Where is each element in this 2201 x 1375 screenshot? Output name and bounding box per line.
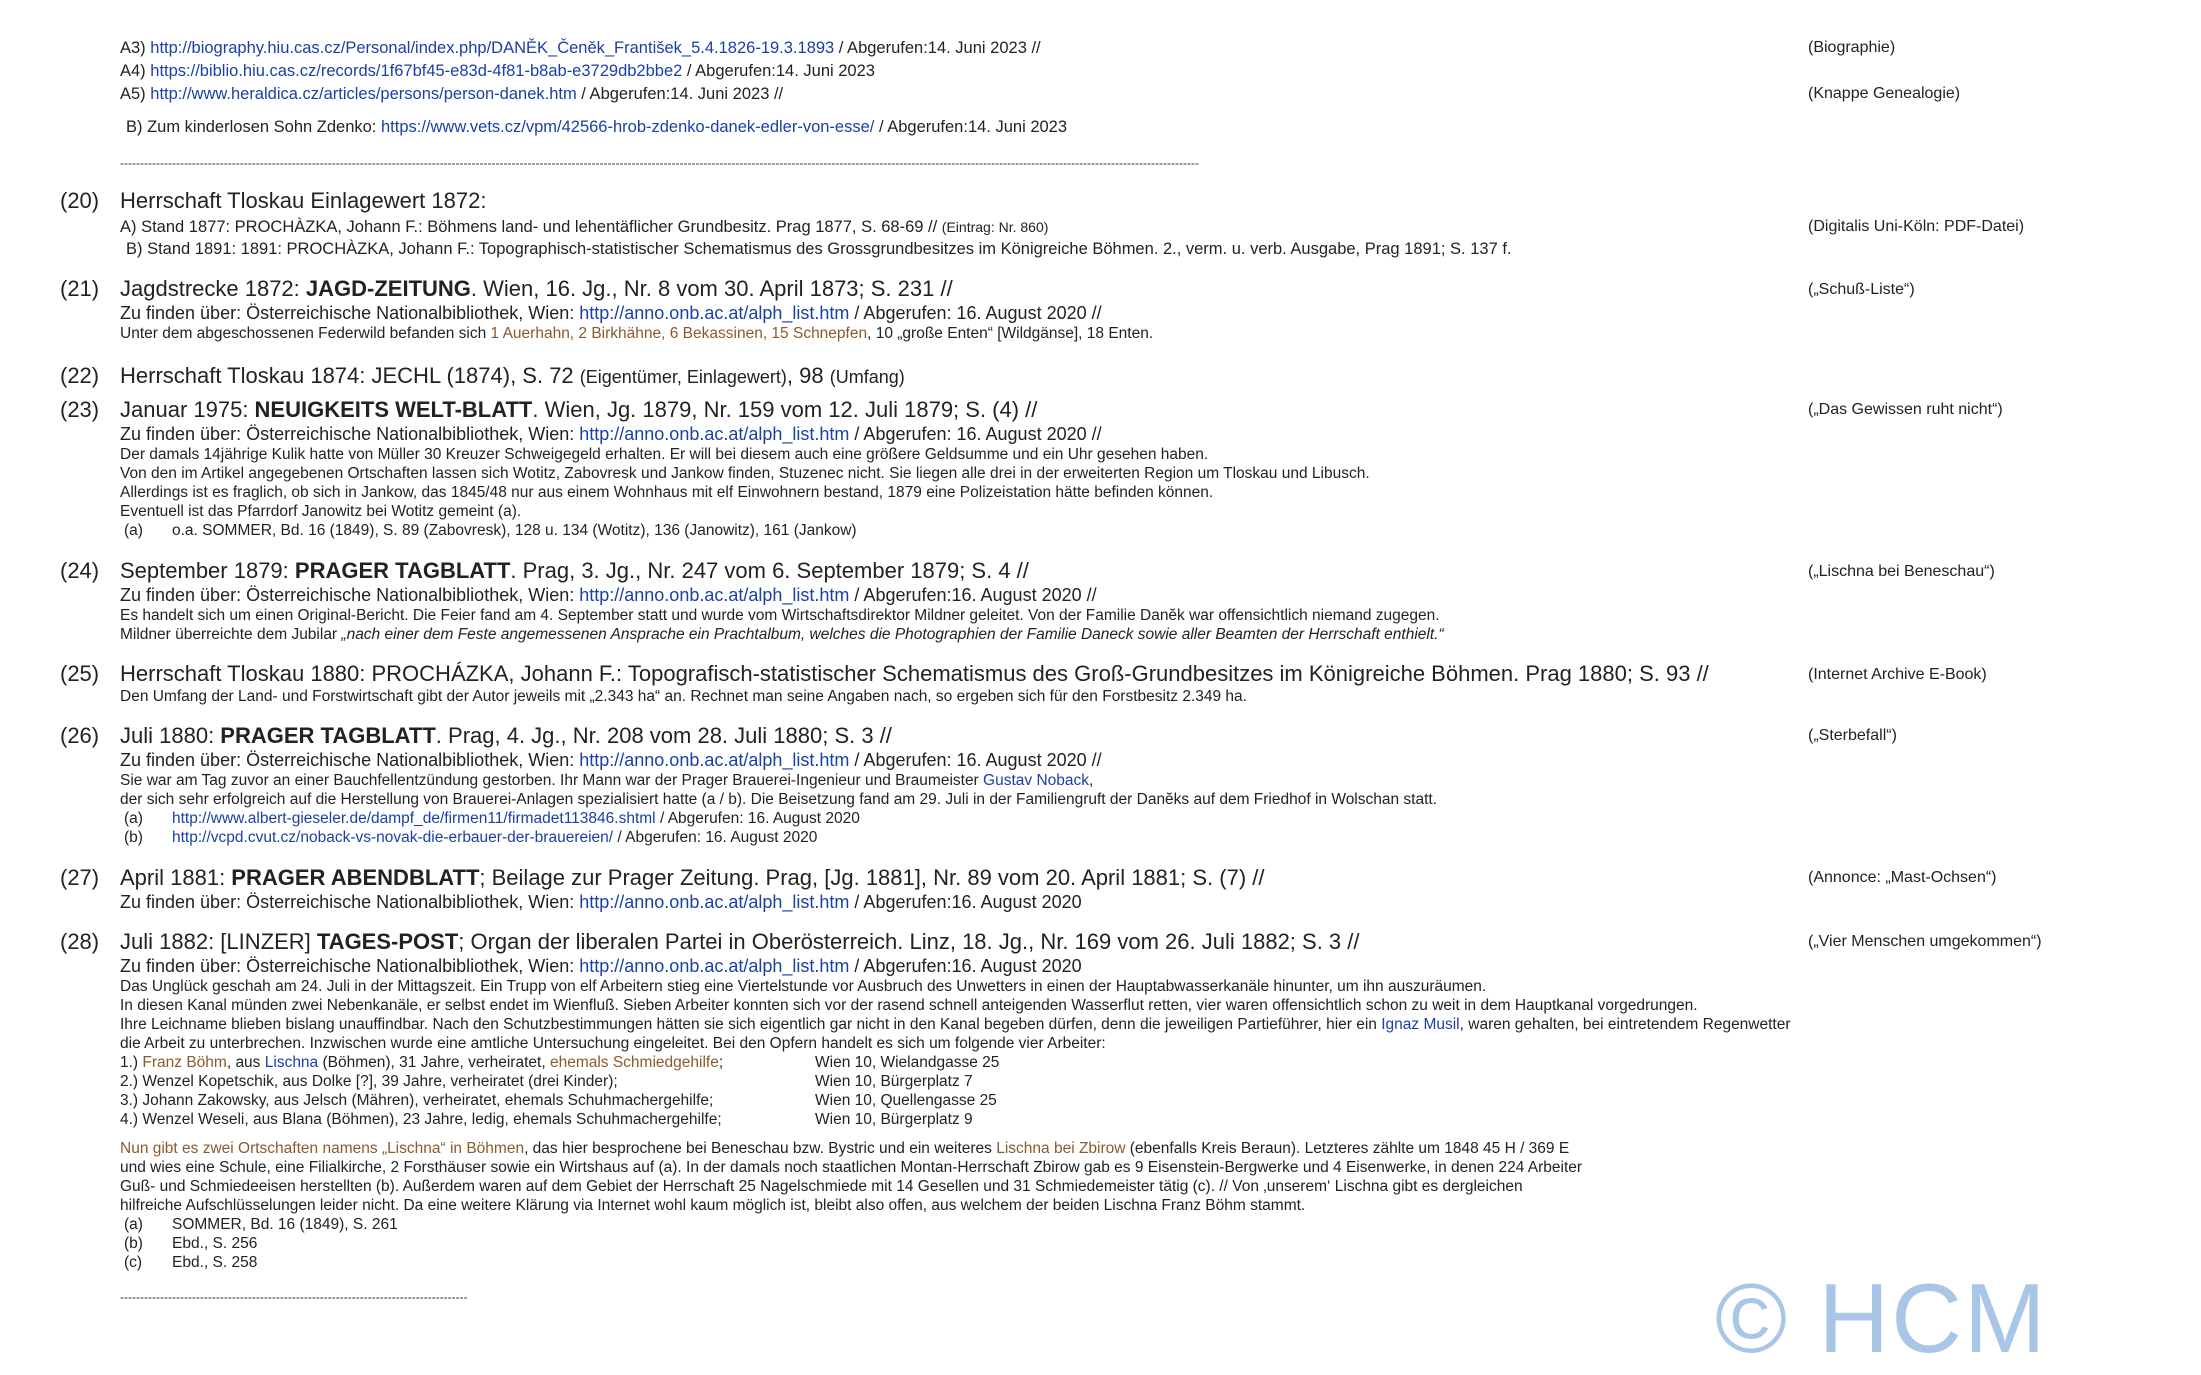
entry-28-fn-a: SOMMER, Bd. 16 (1849), S. 261 xyxy=(172,1216,398,1233)
ref-a3: A3) http://biography.hiu.cas.cz/Personal/index.php/DANĚK_Čeněk_František_5.4.1826-19.3.1893 / Abgerufen:14. Juni 2023 // xyxy=(120,39,1041,57)
entry-28-title: Juli 1882: [LINZER] TAGES-POST; Organ der liberalen Partei in Oberösterreich. Linz, 18. Jg., Nr. 169 vom 26. Juli 1882; S. 3 // xyxy=(120,929,1360,954)
entry-26-number: (26) xyxy=(60,723,100,748)
entry-24-title: September 1879: PRAGER TAGBLATT. Prag, 3. Jg., Nr. 247 vom 6. September 1879; S. 4 // xyxy=(120,558,1029,583)
entry-24-note: („Lischna bei Beneschau“) xyxy=(1808,563,1995,580)
entry-26-line: der sich sehr erfolgreich auf die Herstellung von Brauerei-Anlagen spezialisiert hatte (a / b). Die Beisetzung fand am 29. Juli in der Familiengruft der Danĕks auf dem Friedhof in Wolschan statt. xyxy=(120,791,1438,808)
ref-a5-link[interactable]: http://www.heraldica.cz/articles/persons/person-danek.htm xyxy=(150,85,577,103)
entry-25-number: (25) xyxy=(60,661,100,686)
entry-23-line: Allerdings ist es fraglich, ob sich in Jankow, das 1845/48 nur aus einem Wohnhaus mit elf Einwohnern bestand, 1879 eine Polizeistation hätte befinden können. xyxy=(120,484,1214,501)
entry-21-link[interactable]: http://anno.onb.ac.at/alph_list.htm xyxy=(579,303,850,323)
entry-25-title: Herrschaft Tloskau 1880: PROCHÁZKA, Johann F.: Topografisch-statistischer Schematismus des Groß-Grundbesitzes im Königreiche Böhmen. Prag 1880; S. 93 // xyxy=(120,661,1709,686)
entry-23-line: Eventuell ist das Pfarrdorf Janowitz bei Wotitz gemeint (a). xyxy=(120,503,522,520)
entry-28-para: hilfreiche Aufschlüsselungen leider nicht. Da eine weitere Klärung via Internet wohl kaum möglich ist, bleibt also offen, aus welchem der beiden Lischna Franz Böhm stammt. xyxy=(120,1197,1306,1214)
entry-28-para: und wies eine Schule, eine Filialkirche, 2 Forsthäuser sowie ein Wirtshaus auf (a). In der damals noch staatlichen Montan-Herrschaft Zbirow gab es 9 Eisenstein-Bergwerke und 4 Eisenwerke, in denen 224 Arbeiter xyxy=(120,1159,1583,1176)
entry-28-para: Nun gibt es zwei Ortschaften namens „Lischna“ in Böhmen, das hier besprochene bei Beneschau bzw. Bystric und ein weiteres Lischna bei Zbirow (ebenfalls Kreis Beraun). Letzteres zählte um 1848 45 H / 369 E xyxy=(120,1140,1570,1157)
entry-28-link[interactable]: http://anno.onb.ac.at/alph_list.htm xyxy=(579,956,850,976)
entry-24-quote: Mildner überreichte dem Jubilar „nach einer dem Feste angemessenen Ansprache ein Prachtalbum, welches die Photographien der Familie Daneck sowie aller Beamten der Herrschaft enthielt.“ xyxy=(120,626,1444,643)
victim-1: 1.) Franz Böhm, aus Lischna (Böhmen), 31 Jahre, verheiratet, ehemals Schmiedgehilfe; xyxy=(120,1054,724,1071)
entry-23-line: Der damals 14jährige Kulik hatte von Müller 30 Kreuzer Schweigegeld erhalten. Er will bei diesem auch eine größere Geldsumme und ein Uhr gesehen haben. xyxy=(120,446,1209,463)
entry-27-link[interactable]: http://anno.onb.ac.at/alph_list.htm xyxy=(579,892,850,912)
entry-21-title: Jagdstrecke 1872: JAGD-ZEITUNG. Wien, 16. Jg., Nr. 8 vom 30. April 1873; S. 231 // xyxy=(120,276,953,301)
entry-23-title: Januar 1975: NEUIGKEITS WELT-BLATT. Wien, Jg. 1879, Nr. 159 vom 12. Juli 1879; S. (4) // xyxy=(120,397,1038,422)
entry-20-note: (Digitalis Uni-Köln: PDF-Datei) xyxy=(1808,218,2025,235)
ref-a4: A4) https://biblio.hiu.cas.cz/records/1f67bf45-e83d-4f81-b8ab-e3729db2bbe2 / Abgerufen:14. Juni 2023 xyxy=(120,62,875,80)
entry-21-note: („Schuß-Liste“) xyxy=(1808,281,1915,298)
entry-26-fn-b-link[interactable]: http://vcpd.cvut.cz/noback-vs-novak-die-erbauer-der-brauereien/ xyxy=(172,829,614,846)
entry-23-find: Zu finden über: Österreichische Nationalbibliothek, Wien: http://anno.onb.ac.at/alph_list.htm / Abgerufen: 16. August 2020 // xyxy=(120,424,1102,444)
entry-26-fn-b-label: (b) xyxy=(124,829,143,846)
entry-26-find: Zu finden über: Österreichische Nationalbibliothek, Wien: http://anno.onb.ac.at/alph_list.htm / Abgerufen: 16. August 2020 // xyxy=(120,750,1102,770)
entry-26-link[interactable]: http://anno.onb.ac.at/alph_list.htm xyxy=(579,750,850,770)
entry-23-footnote: o.a. SOMMER, Bd. 16 (1849), S. 89 (Zabovresk), 128 u. 134 (Wotitz), 136 (Janowitz), 161 (Jankow) xyxy=(172,522,857,539)
entry-27-title: April 1881: PRAGER ABENDBLATT; Beilage zur Prager Zeitung. Prag, [Jg. 1881], Nr. 89 vom 20. April 1881; S. (7) // xyxy=(120,865,1265,890)
entry-28-line: In diesen Kanal münden zwei Nebenkanäle, er selbst endet im Wienfluß. Sieben Arbeiter konnten sich vor der rasend schnell anteigenden Wasserflut retten, vier waren offensichtlich schon zu weit in dem Hauptkanal vorgedrungen. xyxy=(120,997,1698,1014)
entry-28-fn-b-label: (b) xyxy=(124,1235,143,1252)
entry-25-note: (Internet Archive E-Book) xyxy=(1808,666,1987,683)
entry-26-title: Juli 1880: PRAGER TAGBLATT. Prag, 4. Jg., Nr. 208 vom 28. Juli 1880; S. 3 // xyxy=(120,723,892,748)
entry-20-title: Herrschaft Tloskau Einlagewert 1872: xyxy=(120,188,487,213)
entry-22-title: Herrschaft Tloskau 1874: JECHL (1874), S. 72 (Eigentümer, Einlagewert), 98 (Umfang) xyxy=(120,363,905,388)
ref-b: B) Zum kinderlosen Sohn Zdenko: https://www.vets.cz/vpm/42566-hrob-zdenko-danek-edler-von-esse/ / Abgerufen:14. Juni 2023 xyxy=(126,118,1068,136)
entry-25-annotation: Den Umfang der Land- und Forstwirtschaft gibt der Autor jeweils mit „2.343 ha“ an. Rechnet man seine Angaben nach, so ergeben sich für den Forstbesitz 2.349 ha. xyxy=(120,688,1247,705)
entry-26-fn-b: http://vcpd.cvut.cz/noback-vs-novak-die-erbauer-der-brauereien/ / Abgerufen: 16. August 2020 xyxy=(172,829,818,846)
entry-20-number: (20) xyxy=(60,188,100,213)
divider-long: ------------------------------------------------------------------------------------------------------------------------------------------------------------------------------------------------------------------------------------------------------------------------------ xyxy=(120,156,1199,170)
entry-23-link[interactable]: http://anno.onb.ac.at/alph_list.htm xyxy=(579,424,850,444)
victim-2-address: Wien 10, Bürgerplatz 7 xyxy=(815,1073,973,1090)
entry-28-number: (28) xyxy=(60,929,100,954)
ref-a5: A5) http://www.heraldica.cz/articles/persons/person-danek.htm / Abgerufen:14. Juni 2023 // xyxy=(120,85,784,103)
ref-a4-link[interactable]: https://biblio.hiu.cas.cz/records/1f67bf45-e83d-4f81-b8ab-e3729db2bbe2 xyxy=(150,62,683,80)
victim-4-address: Wien 10, Bürgerplatz 9 xyxy=(815,1111,973,1128)
entry-23-note: („Das Gewissen ruht nicht“) xyxy=(1808,401,2003,418)
entry-24-link[interactable]: http://anno.onb.ac.at/alph_list.htm xyxy=(579,585,850,605)
entry-21-annotation: Unter dem abgeschossenen Federwild befanden sich 1 Auerhahn, 2 Birkhähne, 6 Bekassinen, 15 Schnepfen, 10 „große Enten“ [Wildgänse], 18 Enten. xyxy=(120,325,1154,342)
person-gustav-noback: Gustav Noback xyxy=(983,772,1089,789)
entry-24-find: Zu finden über: Österreichische Nationalbibliothek, Wien: http://anno.onb.ac.at/alph_list.htm / Abgerufen:16. August 2020 // xyxy=(120,585,1097,605)
entry-28-find: Zu finden über: Österreichische Nationalbibliothek, Wien: http://anno.onb.ac.at/alph_list.htm / Abgerufen:16. August 2020 xyxy=(120,956,1082,976)
entry-21-number: (21) xyxy=(60,276,100,301)
entry-28-fn-a-label: (a) xyxy=(124,1216,143,1233)
copyright-watermark: © HCM xyxy=(1715,1263,2048,1373)
person-ignaz-musil: Ignaz Musil xyxy=(1381,1016,1460,1033)
divider-short: --------------------------------------------------------------------------------------- xyxy=(120,1290,468,1304)
victim-4: 4.) Wenzel Weseli, aus Blana (Böhmen), 23 Jahre, ledig, ehemals Schuhmachergehilfe; xyxy=(120,1111,722,1128)
ref-a3-note: (Biographie) xyxy=(1808,39,1896,56)
entry-21-find: Zu finden über: Österreichische Nationalbibliothek, Wien: http://anno.onb.ac.at/alph_list.htm / Abgerufen: 16. August 2020 // xyxy=(120,303,1102,323)
entry-28-line: die Arbeit zu unterbrechen. Inzwischen wurde eine amtliche Untersuchung eingeleitet. Bei den Opfern handelt es sich um folgende vier Arbeiter: xyxy=(120,1035,1106,1052)
entry-28-para: Guß- und Schmiedeeisen herstellten (b). Außerdem waren auf dem Gebiet der Herrschaft 25 Nagelschmiede mit 14 Gesellen und 31 Schmiedemeister tätig (c). // Von ‚unserem‘ Lischna gibt es dergleichen xyxy=(120,1178,1523,1195)
entry-28-fn-b: Ebd., S. 256 xyxy=(172,1235,258,1252)
victim-3-address: Wien 10, Quellengasse 25 xyxy=(815,1092,997,1109)
entry-24-line: Es handelt sich um einen Original-Bericht. Die Feier fand am 4. September statt und wurde vom Wirtschaftsdirektor Mildner geleitet. Von der Familie Danĕk war offensichtlich niemand zugegen. xyxy=(120,607,1440,624)
entry-20-a: A) Stand 1877: PROCHÀZKA, Johann F.: Böhmens land- und lehentäflicher Grundbesitz. Prag 1877, S. 68-69 // (Eintrag: Nr. 860) xyxy=(120,218,1049,236)
entry-28-note: („Vier Menschen umgekommen“) xyxy=(1808,933,2042,950)
ref-a5-note: (Knappe Genealogie) xyxy=(1808,85,1961,102)
entry-23-line: Von den im Artikel angegebenen Ortschaften lassen sich Wotitz, Zabovresk und Jankow finden, Stuzenec nicht. Sie liegen alle drei in der erweiterten Region um Tloskau und Libusch. xyxy=(120,465,1370,482)
entry-28-line: Ihre Leichname blieben bislang unauffindbar. Nach den Schutzbestimmungen hätten sie sich eigentlich gar nicht in den Kanal begeben dürfen, denn die jeweiligen Partieführer, hier ein Ignaz Musil, waren gehalten, bei eintretendem Regenwetter xyxy=(120,1016,1791,1033)
entry-27-note: (Annonce: „Mast-Ochsen“) xyxy=(1808,869,1997,886)
entry-23-footnote-label: (a) xyxy=(124,522,143,539)
entry-27-find: Zu finden über: Österreichische Nationalbibliothek, Wien: http://anno.onb.ac.at/alph_list.htm / Abgerufen:16. August 2020 xyxy=(120,892,1082,912)
entry-28-fn-c-label: (c) xyxy=(124,1254,143,1271)
entry-24-number: (24) xyxy=(60,558,100,583)
victim-2: 2.) Wenzel Kopetschik, aus Dolke [?], 39 Jahre, verheiratet (drei Kinder); xyxy=(120,1073,618,1090)
victim-1-address: Wien 10, Wielandgasse 25 xyxy=(815,1054,1000,1071)
entry-26-note: („Sterbefall“) xyxy=(1808,727,1897,744)
entry-26-fn-a: http://www.albert-gieseler.de/dampf_de/firmen11/firmadet113846.shtml / Abgerufen: 16. August 2020 xyxy=(172,810,860,827)
entry-28-line: Das Unglück geschah am 24. Juli in der Mittagszeit. Ein Trupp von elf Arbeitern stieg eine Viertelstunde vor Ausbruch des Unwetters in einen der Hauptabwasserkanäle hinunter, um ihn auszuräumen. xyxy=(120,978,1487,995)
victim-3: 3.) Johann Zakowsky, aus Jelsch (Mähren), verheiratet, ehemals Schuhmachergehilfe; xyxy=(120,1092,714,1109)
ref-a3-link[interactable]: http://biography.hiu.cas.cz/Personal/index.php/DANĚK_Čeněk_František_5.4.1826-19.3.1893 xyxy=(150,39,835,57)
entry-26-line: Sie war am Tag zuvor an einer Bauchfellentzündung gestorben. Ihr Mann war der Prager Brauerei-Ingenieur und Braumeister Gustav Noback, xyxy=(120,772,1094,789)
entry-26-fn-a-label: (a) xyxy=(124,810,143,827)
entry-26-fn-a-link[interactable]: http://www.albert-gieseler.de/dampf_de/firmen11/firmadet113846.shtml xyxy=(172,810,656,827)
entry-28-fn-c: Ebd., S. 258 xyxy=(172,1254,258,1271)
ref-b-link[interactable]: https://www.vets.cz/vpm/42566-hrob-zdenko-danek-edler-von-esse/ xyxy=(380,118,875,136)
entry-20-b: B) Stand 1891: 1891: PROCHÀZKA, Johann F.: Topographisch-statistischer Schematismus des Grossgrundbesitzes im Königreiche Böhmen. 2., verm. u. verb. Ausgabe, Prag 1891; S. 137 f. xyxy=(126,240,1512,258)
entry-27-number: (27) xyxy=(60,865,100,890)
entry-22-number: (22) xyxy=(60,363,100,388)
entry-23-number: (23) xyxy=(60,397,100,422)
